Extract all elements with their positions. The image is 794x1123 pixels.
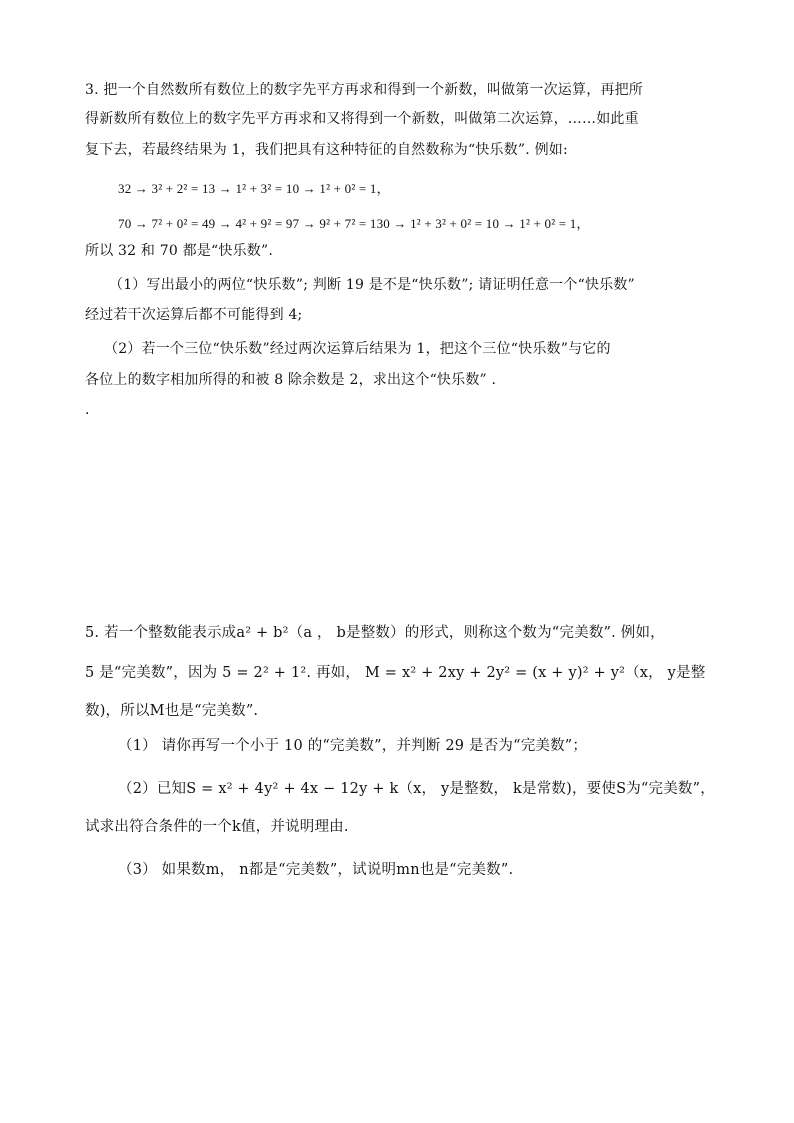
- problem-3-conclusion: 所以 32 和 70 都是“快乐数”.: [85, 243, 273, 259]
- problem-5-line-1: 5. 若一个整数能表示成a² + b²（a ， b是整数）的形式，则称这个数为“完美数”. 例如，: [85, 625, 665, 641]
- example-70: 70 → 7² + 0² = 49 → 4² + 9² = 97 → 9² + 7² = 130 → 1² + 3² + 0² = 10 → 1² + 0² = 1，: [118, 216, 590, 231]
- problem-3-line-3: 复下去，若最终结果为 1，我们把具有这种特征的自然数称为“快乐数”. 例如:: [85, 142, 568, 158]
- problem-3-question-2-line-2: 各位上的数字相加所得的和被 8 除余数是 2，求出这个“快乐数” .: [85, 372, 497, 388]
- problem-3-line-2: 得新数所有数位上的数字先平方再求和又将得到一个新数，叫做第二次运算，……如此重: [85, 111, 639, 127]
- problem-3-question-2-line-1: （2）若一个三位“快乐数”经过两次运算后结果为 1，把这个三位“快乐数”与它的: [104, 341, 611, 357]
- problem-5-question-1: （1） 请你再写一个小于 10 的“完美数”，并判断 29 是否为“完美数”；: [118, 738, 588, 754]
- problem-5-question-2-line-1: （2）已知S = x² + 4y² + 4x − 12y + k（x， y是整数， k是常数)，要使S为“完美数”，: [118, 781, 715, 797]
- problem-3-question-1-line-1: （1）写出最小的两位“快乐数”; 判断 19 是不是“快乐数”; 请证明任意一个“快乐数”: [109, 277, 635, 293]
- problem-5-line-3: 数)，所以M也是“完美数”.: [85, 703, 259, 719]
- problem-3-line-1: 3. 把一个自然数所有数位上的数字先平方再求和得到一个新数，叫做第一次运算，再把所: [85, 82, 644, 98]
- stray-dot: .: [85, 402, 90, 418]
- problem-5-line-2: 5 是“完美数”，因为 5 = 2² + 1². 再如， M = x² + 2xy + 2y² = (x + y)² + y²（x， y是整: [85, 665, 706, 681]
- example-32: 32 → 3² + 2² = 13 → 1² + 3² = 10 → 1² + 0² = 1，: [118, 181, 390, 196]
- problem-5-question-2-line-2: 试求出符合条件的一个k值，并说明理由.: [85, 819, 349, 835]
- problem-3-question-1-line-2: 经过若干次运算后都不可能得到 4;: [85, 307, 303, 323]
- problem-5-question-3: （3） 如果数m， n都是“完美数”，试说明mn也是“完美数”.: [118, 862, 514, 878]
